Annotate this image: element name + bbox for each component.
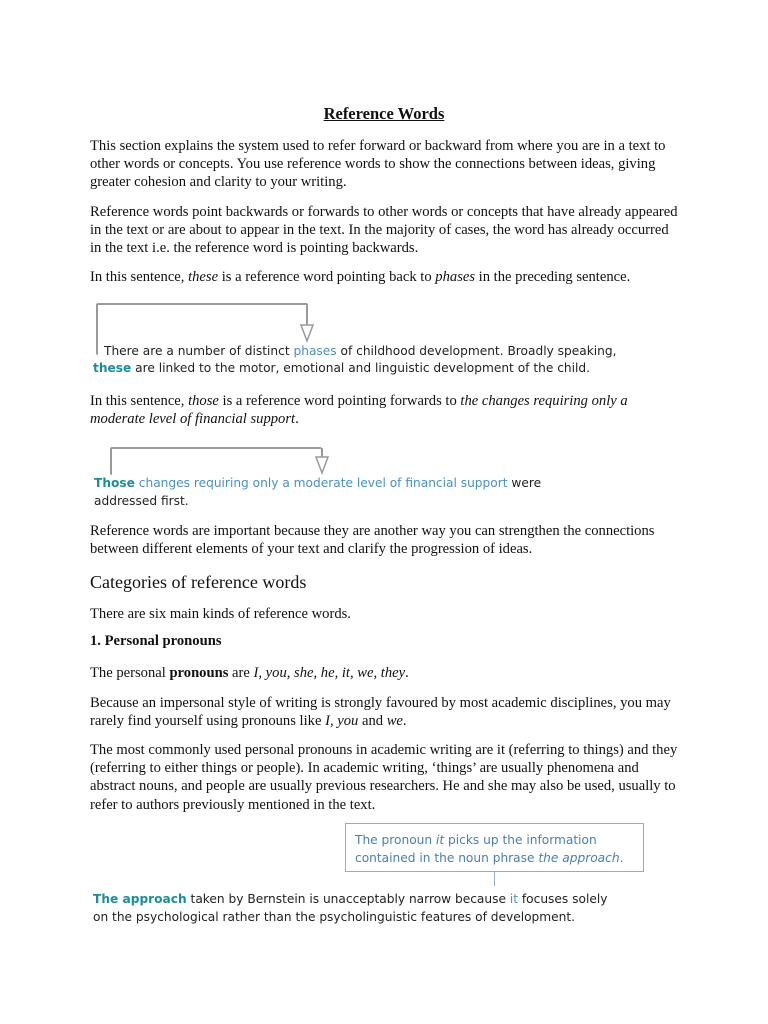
- personal-pronouns-list: The personal pronouns are I, you, she, he, it, we, they.: [90, 665, 409, 681]
- subsection-heading: 1. Personal pronouns: [90, 633, 222, 649]
- importance-paragraph: Reference words are important because they are another way you can strengthen the connections between different elements of your text and clarify the progression of ideas.: [90, 523, 655, 558]
- example-sentence-line1: There are a number of distinct phases of childhood development. Broadly speaking,: [104, 344, 617, 358]
- those-explanation: In this sentence, those is a reference word pointing forwards to the changes requiring only a moderate level of financial support.: [90, 393, 628, 428]
- impersonal-style-paragraph: Because an impersonal style of writing is strongly favoured by most academic disciplines, you may rarely find yourself using pronouns like I, you and we.: [90, 695, 671, 730]
- section-heading: Categories of reference words: [90, 572, 307, 592]
- pronoun-callout-box: The pronoun it picks up the information contained in the noun phrase the approach.: [345, 823, 644, 872]
- example-sentence-3-line1: The approach taken by Bernstein is unacceptably narrow because it focuses solely: [93, 892, 608, 906]
- intro-paragraph: This section explains the system used to refer forward or backward from where you are in a text to other words or concepts. You use reference words to show the connections between ideas, giving greater cohesion and clarity to your writing.: [90, 138, 666, 191]
- forward-reference-bracket: [110, 447, 322, 475]
- reference-paragraph: Reference words point backwards or forwards to other words or concepts that have already appeared in the text or are about to appear in the text. In the majority of cases, the word has already occurred in the text i.e. the reference word is pointing backwards.: [90, 204, 678, 257]
- down-arrow-icon: [298, 303, 318, 343]
- common-pronouns-paragraph: The most commonly used personal pronouns in academic writing are it (referring to things) and they (referring to either things or people). In academic writing, ‘things’ are usually phenomena and abstract nouns, and people are usually previous researchers. He and she may also be used, usually to refer to authors previously mentioned in the text.: [90, 742, 678, 813]
- example-sentence-3-line2: on the psychological rather than the psycholinguistic features of development.: [93, 910, 576, 924]
- callout-connector: [494, 872, 495, 886]
- example-sentence-2-line2: addressed first.: [94, 494, 189, 508]
- these-explanation: In this sentence, these is a reference word pointing back to phases in the preceding sentence.: [90, 269, 631, 285]
- example-sentence-2-line1: Those changes requiring only a moderate level of financial support were: [94, 476, 542, 490]
- down-arrow-icon: [313, 447, 333, 477]
- six-kinds-paragraph: There are six main kinds of reference words.: [90, 606, 351, 622]
- example-sentence-line2: these are linked to the motor, emotional and linguistic development of the child.: [93, 361, 590, 375]
- page-title: Reference Words: [323, 104, 445, 123]
